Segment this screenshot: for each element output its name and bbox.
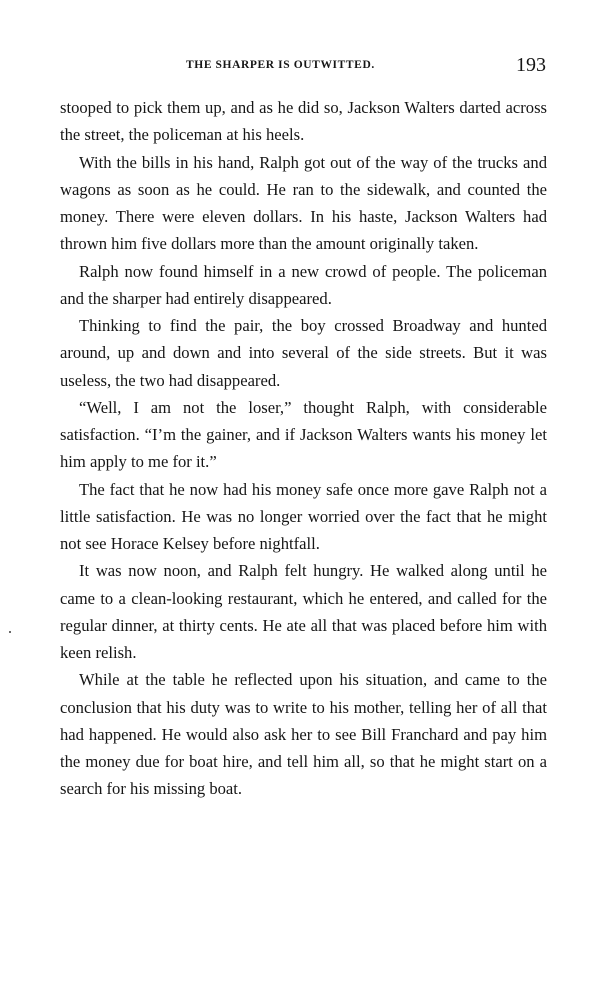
paragraph: The fact that he now had his money safe once more gave Ralph not a little satisfaction. He was no longer worried over the fact that he might not see Horace Kelsey before nightfall. xyxy=(60,479,547,553)
page-number: 193 xyxy=(516,54,546,76)
paragraph: Ralph now found himself in a new crowd of people. The policeman and the sharper had entirely disappeared. xyxy=(60,261,547,308)
body-text xyxy=(60,94,547,803)
paragraph: With the bills in his hand, Ralph got out of the way of the trucks and wagons as soon as he could. He ran to the sidewalk, and counted the money. There were eleven dollars. In his haste, Jackson Walters had thrown him five dollars more than the amount originally taken. xyxy=(60,152,547,254)
running-title: THE SHARPER IS OUTWITTED. xyxy=(186,59,375,71)
running-head xyxy=(60,54,550,80)
paragraph: While at the table he reflected upon his situation, and came to the conclusion that his duty was to write to his mother, telling her of all that had happened. He would also ask her to see Bill Franchard and pay him the money due for boat hire, and tell him all, so that he might start on a search for his missing boat. xyxy=(60,670,547,799)
margin-speck xyxy=(9,631,11,633)
paragraph: Thinking to find the pair, the boy crossed Broadway and hunted around, up and down and into several of the side streets. But it was useless, the two had disappeared. xyxy=(60,316,547,390)
paragraph: stooped to pick them up, and as he did so, Jackson Walters darted across the street, the policeman at his heels. xyxy=(60,98,547,145)
paragraph: It was now noon, and Ralph felt hungry. He walked along until he came to a clean-looking restaurant, which he entered, and called for the regular dinner, at thirty cents. He ate all that was placed before him with keen relish. xyxy=(60,561,547,662)
paragraph: “Well, I am not the loser,” thought Ralph, with considerable satisfaction. “I’m the gainer, and if Jackson Walters wants his money let him apply to me for it.” xyxy=(60,397,547,472)
